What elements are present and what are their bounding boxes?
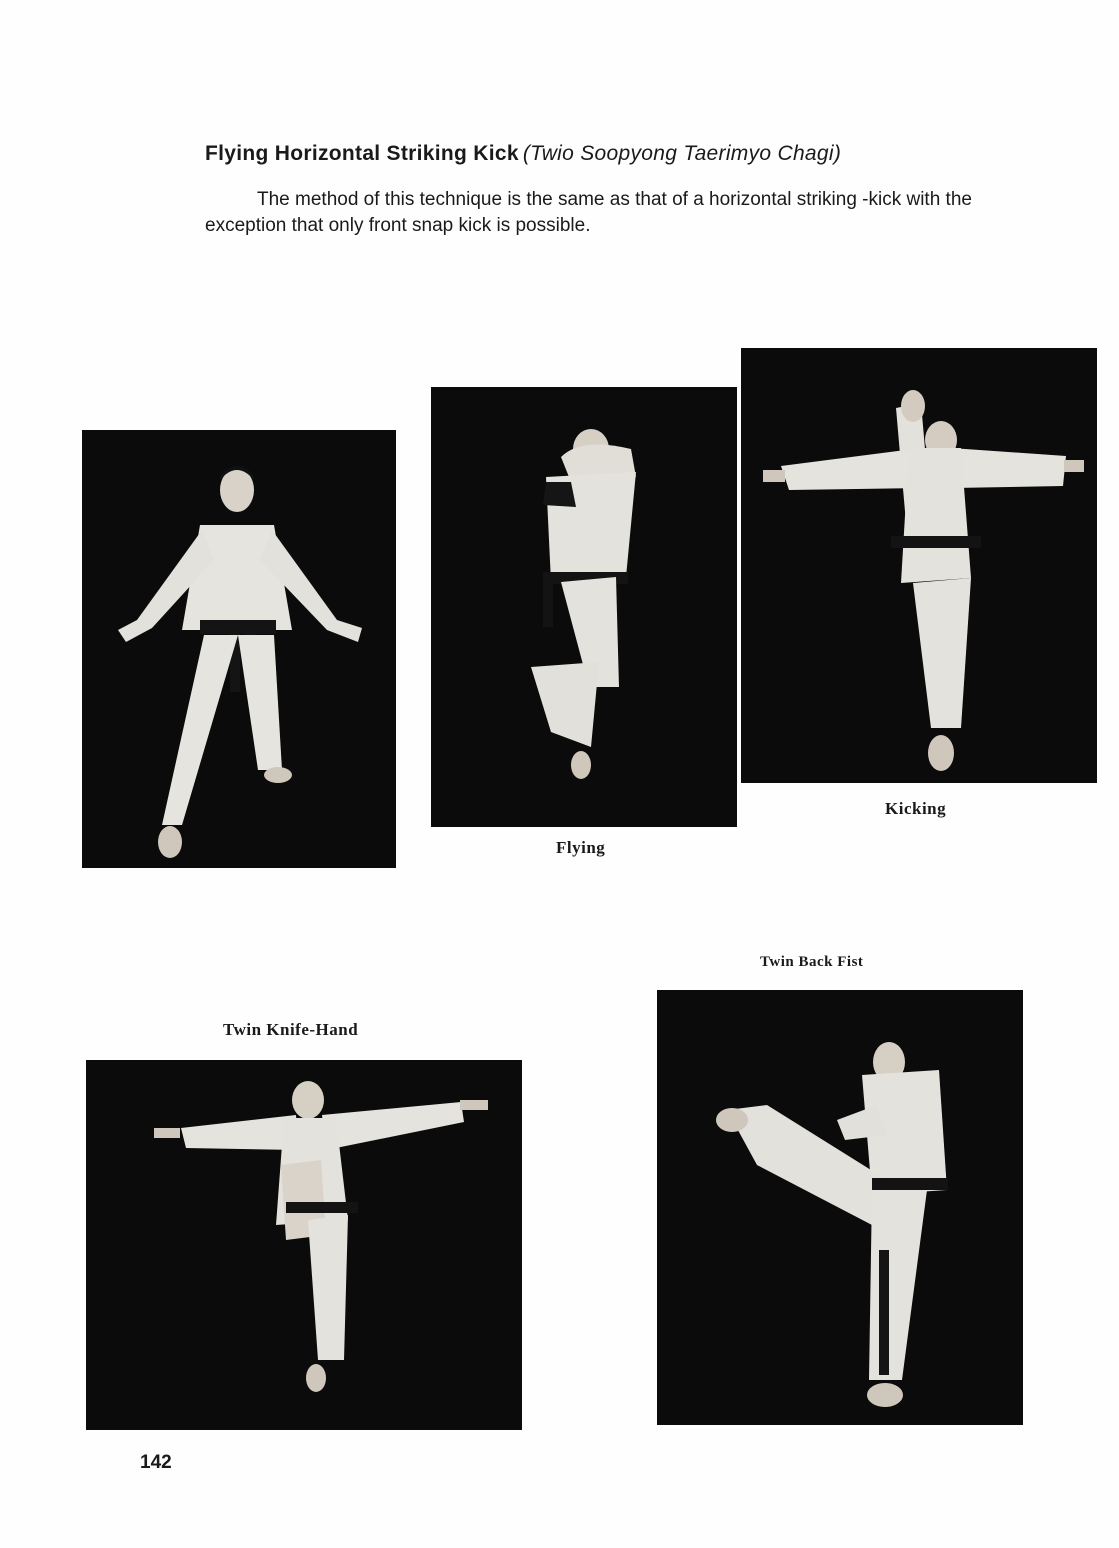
photo-ready-stance [82,430,396,868]
page-number: 142 [140,1452,172,1473]
photo-twin-back-fist [657,990,1023,1425]
body-paragraph: The method of this technique is the same as that of a horizontal striking -kick with the exception that only front snap kick is possible. [205,189,972,236]
heading-subtitle: (Twio Soopyong Taerimyo Chagi) [522,142,842,165]
figure-flying [431,387,737,827]
caption-flying: Flying [556,838,606,857]
photo-flying [431,387,737,827]
photo-kicking [741,348,1097,783]
figure-ready-stance [82,430,396,868]
figure-kicking [741,348,1097,783]
figure-twin-back-fist [657,990,1023,1425]
section-heading [205,142,841,166]
caption-twin-knife-hand: Twin Knife-Hand [223,1020,359,1039]
caption-kicking: Kicking [885,799,947,818]
figure-twin-knife-hand [86,1060,522,1430]
photo-twin-knife-hand [86,1060,522,1430]
heading-title: Flying Horizontal Striking Kick [205,142,519,165]
caption-twin-back-fist: Twin Back Fist [760,954,864,970]
